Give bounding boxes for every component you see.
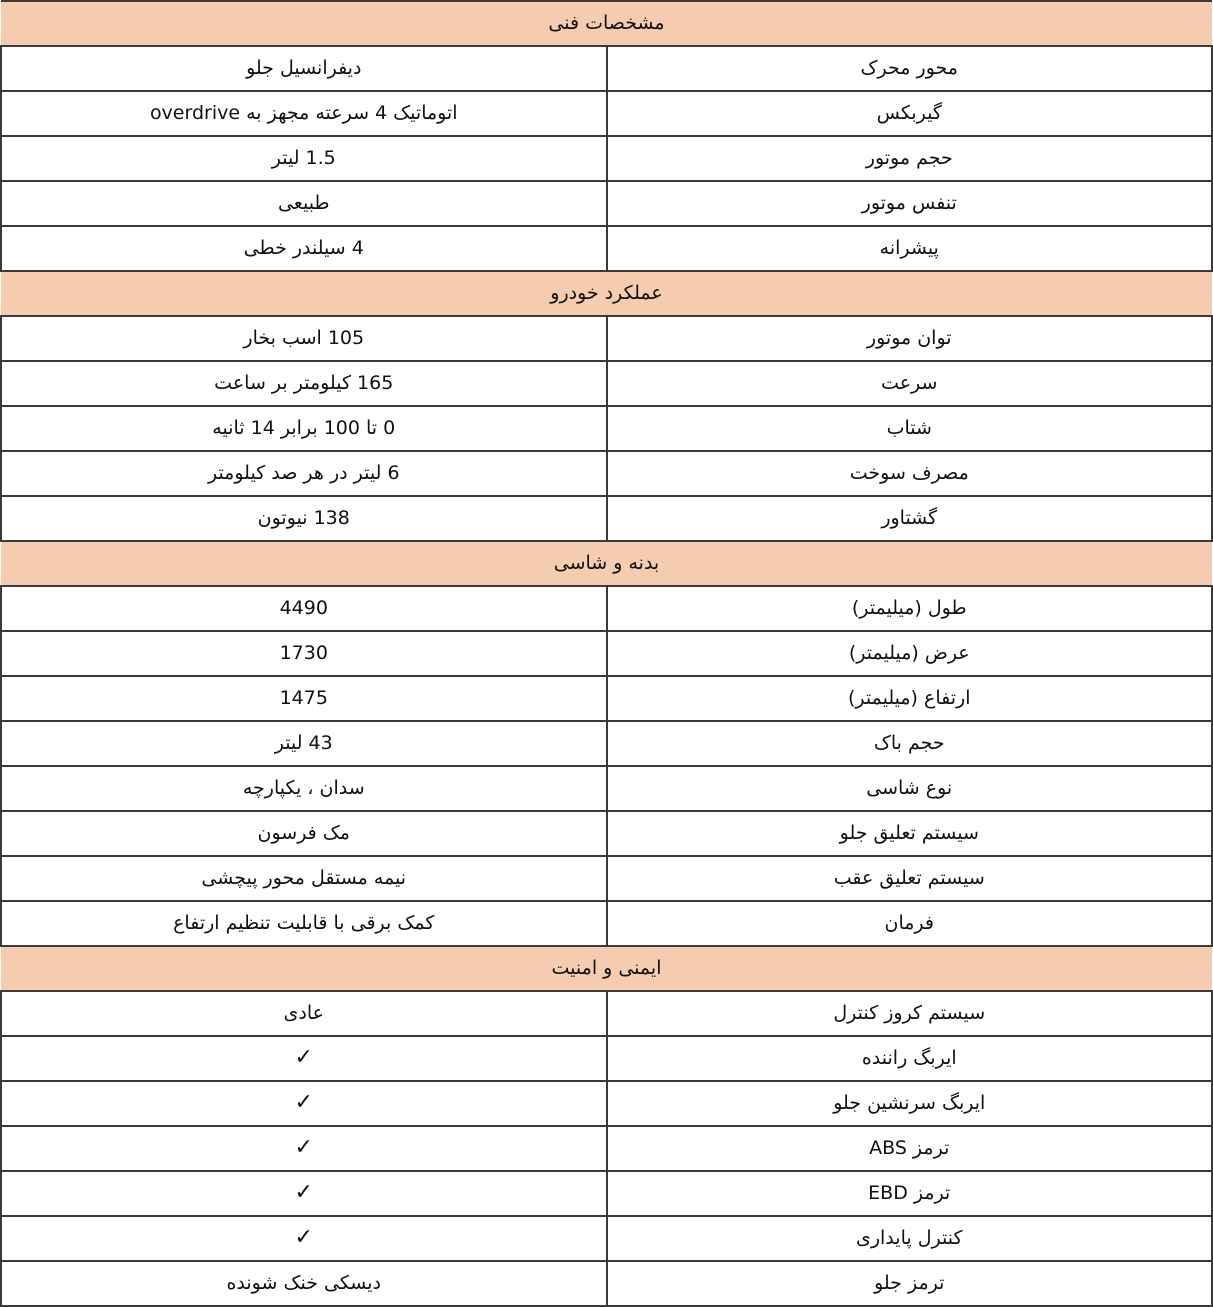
spec-label: پیشرانه bbox=[607, 226, 1213, 271]
table-row bbox=[1, 811, 1212, 856]
table-row bbox=[1, 226, 1212, 271]
table-row bbox=[1, 316, 1212, 361]
spec-label: سیستم تعلیق جلو bbox=[607, 811, 1213, 856]
check-icon bbox=[1, 1171, 607, 1216]
spec-value: 1475 bbox=[1, 676, 607, 721]
spec-value: دیسکی خنک شونده bbox=[1, 1261, 607, 1306]
section-header-row bbox=[1, 271, 1212, 316]
table-row bbox=[1, 1081, 1212, 1126]
table-row bbox=[1, 1171, 1212, 1216]
spec-value: دیفرانسیل جلو bbox=[1, 46, 607, 91]
spec-label: عرض (میلیمتر) bbox=[607, 631, 1213, 676]
spec-value: 165 کیلومتر بر ساعت bbox=[1, 361, 607, 406]
spec-label: ایربگ راننده bbox=[607, 1036, 1213, 1081]
table-row bbox=[1, 181, 1212, 226]
table-row bbox=[1, 1261, 1212, 1306]
table-row bbox=[1, 451, 1212, 496]
section-title: مشخصات فنی bbox=[1, 1, 1212, 46]
spec-label: مصرف سوخت bbox=[607, 451, 1213, 496]
spec-value: کمک برقی با قابلیت تنظیم ارتفاع bbox=[1, 901, 607, 946]
spec-label: نوع شاسی bbox=[607, 766, 1213, 811]
section-header-row bbox=[1, 946, 1212, 991]
table-row bbox=[1, 901, 1212, 946]
table-row bbox=[1, 91, 1212, 136]
spec-value: سدان ، یکپارچه bbox=[1, 766, 607, 811]
spec-label: سرعت bbox=[607, 361, 1213, 406]
check-icon bbox=[1, 1036, 607, 1081]
spec-label: ترمز ABS bbox=[607, 1126, 1213, 1171]
spec-label: کنترل پایداری bbox=[607, 1216, 1213, 1261]
spec-value: 105 اسب بخار bbox=[1, 316, 607, 361]
table-row bbox=[1, 1126, 1212, 1171]
spec-value: عادی bbox=[1, 991, 607, 1036]
spec-value: 138 نیوتون bbox=[1, 496, 607, 541]
spec-label: توان موتور bbox=[607, 316, 1213, 361]
spec-label: ایربگ سرنشین جلو bbox=[607, 1081, 1213, 1126]
spec-value: 0 تا 100 برابر 14 ثانیه bbox=[1, 406, 607, 451]
spec-value: مک فرسون bbox=[1, 811, 607, 856]
check-icon bbox=[1, 1216, 607, 1261]
table-row bbox=[1, 586, 1212, 631]
spec-label: محور محرک bbox=[607, 46, 1213, 91]
table-row bbox=[1, 1036, 1212, 1081]
spec-value: 4490 bbox=[1, 586, 607, 631]
spec-label: حجم موتور bbox=[607, 136, 1213, 181]
spec-label: فرمان bbox=[607, 901, 1213, 946]
check-icon: ✓ bbox=[294, 1089, 313, 1115]
spec-value: 4 سیلندر خطی bbox=[1, 226, 607, 271]
spec-label: تنفس موتور bbox=[607, 181, 1213, 226]
check-icon bbox=[1, 1126, 607, 1171]
spec-label: طول (میلیمتر) bbox=[607, 586, 1213, 631]
table-row bbox=[1, 496, 1212, 541]
spec-label: سیستم کروز کنترل bbox=[607, 991, 1213, 1036]
spec-value: 1.5 لیتر bbox=[1, 136, 607, 181]
table-row bbox=[1, 676, 1212, 721]
table-row bbox=[1, 991, 1212, 1036]
spec-value: 1730 bbox=[1, 631, 607, 676]
spec-label: گیربکس bbox=[607, 91, 1213, 136]
section-title: عملکرد خودرو bbox=[1, 271, 1212, 316]
spec-label: شتاب bbox=[607, 406, 1213, 451]
table-row bbox=[1, 856, 1212, 901]
spec-label: ارتفاع (میلیمتر) bbox=[607, 676, 1213, 721]
table-row bbox=[1, 1216, 1212, 1261]
section-header-row bbox=[1, 541, 1212, 586]
spec-table-body bbox=[1, 1, 1212, 1306]
spec-label: ترمز EBD bbox=[607, 1171, 1213, 1216]
spec-value: 6 لیتر در هر صد کیلومتر bbox=[1, 451, 607, 496]
check-icon: ✓ bbox=[294, 1134, 313, 1160]
table-row bbox=[1, 361, 1212, 406]
spec-label: گشتاور bbox=[607, 496, 1213, 541]
spec-value: طبیعی bbox=[1, 181, 607, 226]
spec-value: 43 لیتر bbox=[1, 721, 607, 766]
table-row bbox=[1, 136, 1212, 181]
spec-label: ترمز جلو bbox=[607, 1261, 1213, 1306]
spec-label: حجم باک bbox=[607, 721, 1213, 766]
spec-value: نیمه مستقل محور پیچشی bbox=[1, 856, 607, 901]
section-title: ایمنی و امنیت bbox=[1, 946, 1212, 991]
table-row bbox=[1, 46, 1212, 91]
section-title: بدنه و شاسی bbox=[1, 541, 1212, 586]
check-icon bbox=[1, 1081, 607, 1126]
table-row bbox=[1, 631, 1212, 676]
table-row bbox=[1, 766, 1212, 811]
spec-value: اتوماتیک 4 سرعته مجهز به overdrive bbox=[1, 91, 607, 136]
check-icon: ✓ bbox=[294, 1224, 313, 1250]
spec-label: سیستم تعلیق عقب bbox=[607, 856, 1213, 901]
check-icon: ✓ bbox=[294, 1179, 313, 1205]
table-row bbox=[1, 406, 1212, 451]
section-header-row bbox=[1, 1, 1212, 46]
check-icon: ✓ bbox=[294, 1044, 313, 1070]
table-row bbox=[1, 721, 1212, 766]
